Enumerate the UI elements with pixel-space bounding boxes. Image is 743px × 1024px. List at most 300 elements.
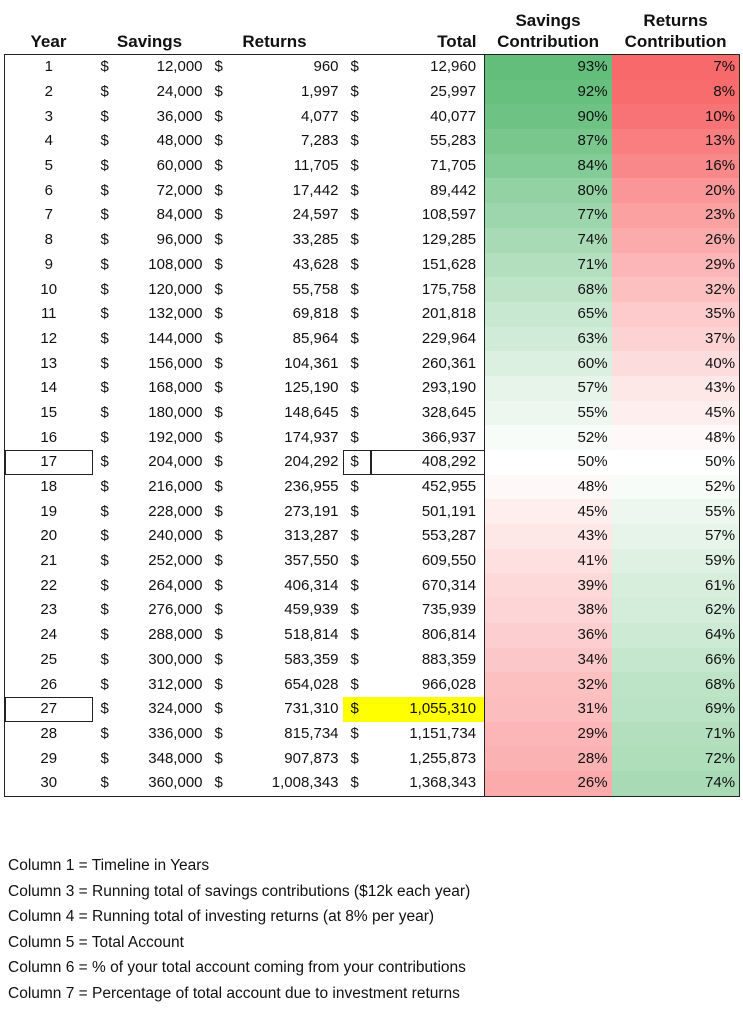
savings-cell[interactable]: 84,000	[156, 206, 203, 224]
table-row	[5, 672, 740, 697]
savings-cell[interactable]: 144,000	[148, 329, 203, 347]
total-currency-symbol[interactable]: $	[350, 83, 359, 101]
savings-contribution-cell[interactable]: 74%	[485, 228, 612, 253]
header-savings-contribution	[485, 0, 612, 55]
table-row	[5, 327, 740, 352]
table-row	[5, 253, 740, 278]
total-currency-symbol[interactable]: $	[350, 601, 359, 619]
total-currency-symbol[interactable]: $	[350, 107, 359, 125]
returns-cell[interactable]: 459,939	[284, 601, 339, 619]
year-cell[interactable]: 28	[5, 722, 93, 747]
savings-cell[interactable]: 216,000	[148, 478, 203, 496]
year-cell[interactable]: 1	[5, 55, 93, 80]
column-note: Column 7 = Percentage of total account due to investment returns	[8, 984, 460, 1002]
returns-cell[interactable]: 7,283	[300, 132, 339, 150]
year-cell[interactable]: 29	[5, 746, 93, 771]
returns-currency-symbol[interactable]: $	[214, 83, 223, 101]
year-cell[interactable]: 21	[5, 549, 93, 574]
total-cell[interactable]: 25,997	[430, 83, 477, 101]
total-cell[interactable]: 966,028	[421, 675, 477, 693]
returns-currency-symbol[interactable]: $	[214, 453, 223, 471]
total-cell[interactable]: 670,314	[421, 576, 477, 594]
total-cell[interactable]: 735,939	[421, 601, 477, 619]
total-currency-symbol[interactable]: $	[350, 749, 359, 767]
returns-contribution-cell[interactable]: 59%	[612, 549, 740, 574]
savings-cell[interactable]: 180,000	[148, 403, 203, 421]
returns-cell[interactable]: 4,077	[300, 107, 339, 125]
returns-cell[interactable]: 313,287	[284, 527, 339, 545]
savings-contribution-cell[interactable]: 84%	[485, 154, 612, 179]
year-cell[interactable]: 16	[5, 425, 93, 450]
total-cell[interactable]: 55,283	[430, 132, 477, 150]
year-cell[interactable]: 12	[5, 327, 93, 352]
savings-cell[interactable]: 132,000	[148, 305, 203, 323]
savings-currency-symbol[interactable]: $	[100, 478, 109, 496]
total-currency-symbol[interactable]: $	[350, 502, 359, 520]
total-currency-symbol[interactable]: $	[350, 650, 359, 668]
returns-currency-symbol[interactable]: $	[214, 354, 223, 372]
year-cell[interactable]: 10	[5, 277, 93, 302]
total-cell[interactable]: 175,758	[421, 280, 477, 298]
total-cell[interactable]: 260,361	[421, 354, 477, 372]
total-cell[interactable]: 229,964	[421, 329, 477, 347]
year-cell[interactable]: 17	[5, 450, 93, 475]
returns-currency-symbol[interactable]: $	[214, 305, 223, 323]
total-currency-symbol[interactable]: $	[343, 697, 371, 722]
savings-cell[interactable]: 96,000	[156, 231, 203, 249]
returns-cell[interactable]: 24,597	[292, 206, 339, 224]
savings-cell[interactable]: 24,000	[156, 83, 203, 101]
savings-cell[interactable]: 168,000	[148, 379, 203, 397]
savings-currency-symbol[interactable]: $	[100, 749, 109, 767]
year-cell[interactable]: 14	[5, 376, 93, 401]
returns-currency-symbol[interactable]: $	[214, 576, 223, 594]
total-currency-symbol[interactable]: $	[350, 181, 359, 199]
returns-contribution-cell[interactable]: 68%	[612, 672, 740, 697]
returns-cell[interactable]: 17,442	[292, 181, 339, 199]
savings-contribution-cell[interactable]: 38%	[485, 598, 612, 623]
total-cell[interactable]: 806,814	[421, 626, 477, 644]
total-cell[interactable]: 129,285	[421, 231, 477, 249]
total-currency-symbol[interactable]: $	[350, 255, 359, 273]
savings-cell[interactable]: 360,000	[148, 774, 203, 792]
returns-currency-symbol[interactable]: $	[214, 132, 223, 150]
savings-cell[interactable]: 108,000	[148, 255, 203, 273]
total-currency-symbol[interactable]: $	[350, 379, 359, 397]
savings-currency-symbol[interactable]: $	[100, 379, 109, 397]
returns-contribution-cell[interactable]: 29%	[612, 253, 740, 278]
returns-currency-symbol[interactable]: $	[214, 428, 223, 446]
total-currency-symbol[interactable]: $	[350, 231, 359, 249]
savings-contribution-cell[interactable]: 60%	[485, 351, 612, 376]
savings-contribution-cell[interactable]: 34%	[485, 648, 612, 673]
returns-cell[interactable]: 406,314	[284, 576, 339, 594]
savings-currency-symbol[interactable]: $	[100, 601, 109, 619]
column-note: Column 1 = Timeline in Years	[8, 857, 210, 874]
table-row	[5, 277, 740, 302]
column-note: Column 6 = % of your total account coming from your contributions	[8, 959, 466, 977]
returns-currency-symbol[interactable]: $	[214, 774, 223, 792]
total-cell[interactable]: 501,191	[421, 502, 477, 520]
year-cell[interactable]: 22	[5, 573, 93, 598]
table-row	[5, 228, 740, 253]
total-currency-symbol[interactable]: $	[343, 450, 371, 475]
savings-currency-symbol[interactable]: $	[100, 157, 109, 175]
savings-currency-symbol[interactable]: $	[100, 502, 109, 520]
savings-contribution-cell[interactable]: 77%	[485, 203, 612, 228]
returns-currency-symbol[interactable]: $	[214, 107, 223, 125]
header-returns-contribution-line1: Returns	[643, 11, 708, 30]
returns-currency-symbol[interactable]: $	[214, 650, 223, 668]
total-cell[interactable]: 452,955	[421, 478, 477, 496]
year-cell[interactable]: 13	[5, 351, 93, 376]
returns-contribution-cell[interactable]: 71%	[612, 722, 740, 747]
year-cell[interactable]: 7	[5, 203, 93, 228]
year-cell[interactable]: 2	[5, 80, 93, 105]
savings-contribution-cell[interactable]: 65%	[485, 302, 612, 327]
savings-currency-symbol[interactable]: $	[100, 329, 109, 347]
year-cell[interactable]: 6	[5, 178, 93, 203]
returns-cell[interactable]: 518,814	[284, 626, 339, 644]
year-cell[interactable]: 25	[5, 648, 93, 673]
savings-currency-symbol[interactable]: $	[100, 181, 109, 199]
total-currency-symbol[interactable]: $	[350, 576, 359, 594]
returns-currency-symbol[interactable]: $	[214, 329, 223, 347]
savings-currency-symbol[interactable]: $	[100, 724, 109, 742]
returns-contribution-cell[interactable]: 66%	[612, 648, 740, 673]
savings-contribution-cell[interactable]: 52%	[485, 425, 612, 450]
returns-currency-symbol[interactable]: $	[214, 675, 223, 693]
savings-contribution-cell[interactable]: 29%	[485, 722, 612, 747]
total-currency-symbol[interactable]: $	[350, 206, 359, 224]
savings-contribution-cell[interactable]: 92%	[485, 80, 612, 105]
total-cell[interactable]: 1,055,310	[371, 697, 485, 722]
savings-contribution-cell[interactable]: 32%	[485, 672, 612, 697]
savings-contribution-cell[interactable]: 63%	[485, 327, 612, 352]
header-returns: Returns	[242, 32, 307, 51]
total-cell[interactable]: 151,628	[421, 255, 477, 273]
returns-contribution-cell[interactable]: 72%	[612, 746, 740, 771]
total-cell[interactable]: 1,368,343	[409, 774, 477, 792]
table-row	[5, 80, 740, 105]
savings-currency-symbol[interactable]: $	[100, 774, 109, 792]
returns-contribution-cell[interactable]: 57%	[612, 524, 740, 549]
returns-currency-symbol[interactable]: $	[214, 206, 223, 224]
savings-contribution-cell[interactable]: 68%	[485, 277, 612, 302]
table-row	[5, 524, 740, 549]
total-currency-symbol[interactable]: $	[350, 354, 359, 372]
returns-currency-symbol[interactable]: $	[214, 255, 223, 273]
total-cell[interactable]: 108,597	[421, 206, 477, 224]
savings-cell[interactable]: 120,000	[148, 280, 203, 298]
total-currency-symbol[interactable]: $	[350, 552, 359, 570]
savings-currency-symbol[interactable]: $	[100, 527, 109, 545]
table-row	[5, 351, 740, 376]
year-cell[interactable]: 30	[5, 771, 93, 796]
savings-currency-symbol[interactable]: $	[100, 453, 109, 471]
table-row	[5, 598, 740, 623]
returns-cell[interactable]: 11,705	[293, 157, 339, 175]
returns-contribution-cell[interactable]: 43%	[612, 376, 740, 401]
returns-currency-symbol[interactable]: $	[214, 502, 223, 520]
column-note: Column 4 = Running total of investing returns (at 8% per year)	[8, 908, 435, 926]
returns-currency-symbol[interactable]: $	[214, 157, 223, 175]
savings-currency-symbol[interactable]: $	[100, 428, 109, 446]
total-currency-symbol[interactable]: $	[350, 157, 359, 175]
year-cell[interactable]: 18	[5, 475, 93, 500]
savings-cell[interactable]: 12,000	[121, 55, 207, 80]
total-cell[interactable]: 366,937	[421, 428, 477, 446]
returns-cell[interactable]: 273,191	[284, 502, 339, 520]
total-cell[interactable]: 293,190	[421, 379, 477, 397]
returns-cell[interactable]: 654,028	[284, 675, 339, 693]
year-cell[interactable]: 9	[5, 253, 93, 278]
year-cell[interactable]: 27	[5, 697, 93, 722]
year-cell[interactable]: 3	[5, 104, 93, 129]
savings-contribution-cell[interactable]: 36%	[485, 623, 612, 648]
year-cell[interactable]: 8	[5, 228, 93, 253]
savings-currency-symbol[interactable]: $	[100, 107, 109, 125]
savings-contribution-cell[interactable]: 28%	[485, 746, 612, 771]
savings-contribution-cell[interactable]: 31%	[485, 697, 612, 722]
savings-currency-symbol[interactable]: $	[100, 403, 109, 421]
savings-cell[interactable]: 300,000	[148, 650, 203, 668]
returns-currency-symbol[interactable]: $	[214, 724, 223, 742]
returns-contribution-cell[interactable]: 50%	[612, 450, 740, 475]
returns-cell[interactable]: 33,285	[292, 231, 339, 249]
savings-cell[interactable]: 276,000	[148, 601, 203, 619]
total-cell[interactable]: 201,818	[421, 305, 477, 323]
savings-cell[interactable]: 156,000	[148, 354, 203, 372]
returns-currency-symbol[interactable]: $	[214, 527, 223, 545]
savings-contribution-cell[interactable]: 50%	[485, 450, 612, 475]
returns-currency-symbol[interactable]: $	[214, 626, 223, 644]
total-cell[interactable]: 553,287	[421, 527, 477, 545]
savings-currency-symbol[interactable]: $	[100, 132, 109, 150]
returns-currency-symbol[interactable]: $	[214, 379, 223, 397]
year-cell[interactable]: 24	[5, 623, 93, 648]
savings-contribution-cell[interactable]: 48%	[485, 475, 612, 500]
total-cell[interactable]: 12,960	[371, 55, 485, 80]
returns-contribution-cell[interactable]: 26%	[612, 228, 740, 253]
returns-contribution-cell[interactable]: 8%	[612, 80, 740, 105]
returns-cell[interactable]: 174,937	[284, 428, 339, 446]
returns-contribution-cell[interactable]: 32%	[612, 277, 740, 302]
table-row	[5, 722, 740, 747]
savings-currency-symbol[interactable]: $	[100, 206, 109, 224]
total-currency-symbol[interactable]: $	[350, 428, 359, 446]
returns-contribution-cell[interactable]: 23%	[612, 203, 740, 228]
returns-contribution-cell[interactable]: 55%	[612, 499, 740, 524]
savings-currency-symbol[interactable]: $	[100, 255, 109, 273]
returns-cell[interactable]: 1,008,343	[271, 774, 339, 792]
savings-currency-symbol[interactable]: $	[100, 354, 109, 372]
returns-cell[interactable]: 960	[235, 55, 343, 80]
total-currency-symbol[interactable]: $	[350, 527, 359, 545]
savings-currency-symbol[interactable]: $	[100, 305, 109, 323]
returns-cell[interactable]: 236,955	[284, 478, 339, 496]
table-row	[5, 376, 740, 401]
savings-cell[interactable]: 204,000	[148, 453, 203, 471]
savings-contribution-cell[interactable]: 80%	[485, 178, 612, 203]
returns-currency-symbol[interactable]: $	[214, 478, 223, 496]
header-returns-contribution	[612, 0, 740, 55]
savings-cell[interactable]: 252,000	[148, 552, 203, 570]
savings-cell[interactable]: 336,000	[148, 724, 203, 742]
header-returns-contribution-line2: Contribution	[624, 32, 727, 51]
year-cell[interactable]: 23	[5, 598, 93, 623]
year-cell[interactable]: 15	[5, 401, 93, 426]
total-cell[interactable]: 89,442	[430, 181, 477, 199]
returns-contribution-cell[interactable]: 7%	[612, 55, 740, 80]
savings-cell[interactable]: 348,000	[148, 749, 203, 767]
returns-cell[interactable]: 148,645	[284, 403, 339, 421]
returns-contribution-cell[interactable]: 40%	[612, 351, 740, 376]
savings-currency-symbol[interactable]: $	[100, 552, 109, 570]
total-currency-symbol[interactable]: $	[350, 329, 359, 347]
savings-cell[interactable]: 312,000	[148, 675, 203, 693]
total-cell[interactable]: 1,255,873	[409, 749, 477, 767]
returns-cell[interactable]: 104,361	[284, 354, 339, 372]
table-row	[5, 475, 740, 500]
total-currency-symbol[interactable]: $	[343, 55, 371, 80]
savings-contribution-cell[interactable]: 26%	[485, 771, 612, 796]
returns-currency-symbol[interactable]: $	[214, 700, 223, 718]
returns-currency-symbol[interactable]: $	[214, 749, 223, 767]
savings-cell[interactable]: 324,000	[148, 700, 203, 718]
table-row	[5, 401, 740, 426]
total-cell[interactable]: 71,705	[430, 157, 477, 175]
returns-currency-symbol[interactable]: $	[214, 181, 223, 199]
returns-cell[interactable]: 69,818	[292, 305, 339, 323]
returns-currency-symbol[interactable]: $	[214, 403, 223, 421]
savings-currency-symbol[interactable]: $	[100, 700, 109, 718]
savings-cell[interactable]: 240,000	[148, 527, 203, 545]
total-cell[interactable]: 1,151,734	[409, 724, 477, 742]
savings-currency-symbol[interactable]: $	[100, 576, 109, 594]
returns-contribution-cell[interactable]: 52%	[612, 475, 740, 500]
returns-contribution-cell[interactable]: 48%	[612, 425, 740, 450]
total-currency-symbol[interactable]: $	[350, 626, 359, 644]
table-row	[5, 55, 740, 80]
returns-cell[interactable]: 583,359	[284, 650, 339, 668]
savings-contribution-cell[interactable]: 41%	[485, 549, 612, 574]
year-cell[interactable]: 4	[5, 129, 93, 154]
returns-contribution-cell[interactable]: 20%	[612, 178, 740, 203]
returns-contribution-cell[interactable]: 64%	[612, 623, 740, 648]
returns-cell[interactable]: 907,873	[284, 749, 339, 767]
total-currency-symbol[interactable]: $	[350, 280, 359, 298]
header-savings: Savings	[116, 32, 183, 51]
returns-contribution-cell[interactable]: 37%	[612, 327, 740, 352]
savings-returns-table	[4, 0, 740, 797]
year-cell[interactable]: 5	[5, 154, 93, 179]
returns-contribution-cell[interactable]: 16%	[612, 154, 740, 179]
returns-currency-symbol[interactable]: $	[214, 280, 223, 298]
savings-contribution-cell[interactable]: 71%	[485, 253, 612, 278]
total-cell[interactable]: 609,550	[421, 552, 477, 570]
savings-contribution-cell[interactable]: 55%	[485, 401, 612, 426]
total-cell[interactable]: 328,645	[421, 403, 477, 421]
savings-cell[interactable]: 60,000	[156, 157, 203, 175]
returns-currency-symbol[interactable]: $	[214, 601, 223, 619]
returns-contribution-cell[interactable]: 35%	[612, 302, 740, 327]
returns-cell[interactable]: 85,964	[292, 329, 339, 347]
returns-cell[interactable]: 357,550	[284, 552, 339, 570]
returns-currency-symbol[interactable]: $	[214, 552, 223, 570]
savings-currency-symbol[interactable]: $	[100, 231, 109, 249]
returns-contribution-cell[interactable]: 74%	[612, 771, 740, 796]
savings-contribution-cell[interactable]: 87%	[485, 129, 612, 154]
returns-contribution-cell[interactable]: 45%	[612, 401, 740, 426]
savings-cell[interactable]: 48,000	[156, 132, 203, 150]
savings-contribution-cell[interactable]: 93%	[485, 55, 612, 80]
savings-contribution-cell[interactable]: 43%	[485, 524, 612, 549]
savings-currency-symbol[interactable]: $	[93, 55, 121, 80]
savings-cell[interactable]: 72,000	[156, 181, 203, 199]
savings-contribution-cell[interactable]: 39%	[485, 573, 612, 598]
returns-cell[interactable]: 204,292	[284, 453, 339, 471]
header-savings-contribution-line1: Savings	[515, 11, 581, 30]
returns-contribution-cell[interactable]: 69%	[612, 697, 740, 722]
total-cell[interactable]: 883,359	[421, 650, 477, 668]
returns-cell[interactable]: 815,734	[284, 724, 339, 742]
returns-currency-symbol[interactable]: $	[214, 231, 223, 249]
savings-cell[interactable]: 192,000	[148, 428, 203, 446]
year-cell[interactable]: 11	[5, 302, 93, 327]
total-currency-symbol[interactable]: $	[350, 774, 359, 792]
column-note: Column 3 = Running total of savings contributions ($12k each year)	[8, 882, 471, 900]
savings-currency-symbol[interactable]: $	[100, 675, 109, 693]
returns-contribution-cell[interactable]: 13%	[612, 129, 740, 154]
total-currency-symbol[interactable]: $	[350, 675, 359, 693]
returns-contribution-cell[interactable]: 10%	[612, 104, 740, 129]
returns-cell[interactable]: 1,997	[300, 83, 339, 101]
total-currency-symbol[interactable]: $	[350, 478, 359, 496]
savings-currency-symbol[interactable]: $	[100, 280, 109, 298]
savings-currency-symbol[interactable]: $	[100, 626, 109, 644]
returns-contribution-cell[interactable]: 62%	[612, 598, 740, 623]
year-cell[interactable]: 19	[5, 499, 93, 524]
total-currency-symbol[interactable]: $	[350, 132, 359, 150]
year-cell[interactable]: 20	[5, 524, 93, 549]
total-currency-symbol[interactable]: $	[350, 403, 359, 421]
total-currency-symbol[interactable]: $	[350, 305, 359, 323]
returns-cell[interactable]: 125,190	[284, 379, 339, 397]
returns-cell[interactable]: 55,758	[292, 280, 339, 298]
savings-cell[interactable]: 264,000	[148, 576, 203, 594]
savings-cell[interactable]: 228,000	[148, 502, 203, 520]
savings-cell[interactable]: 36,000	[156, 107, 203, 125]
savings-currency-symbol[interactable]: $	[100, 83, 109, 101]
total-cell[interactable]: 408,292	[371, 450, 485, 475]
total-currency-symbol[interactable]: $	[350, 724, 359, 742]
savings-cell[interactable]: 288,000	[148, 626, 203, 644]
savings-contribution-cell[interactable]: 57%	[485, 376, 612, 401]
returns-cell[interactable]: 43,628	[292, 255, 339, 273]
table-row	[5, 573, 740, 598]
savings-contribution-cell[interactable]: 90%	[485, 104, 612, 129]
year-cell[interactable]: 26	[5, 672, 93, 697]
returns-currency-symbol[interactable]: $	[207, 55, 235, 80]
table-row	[5, 129, 740, 154]
table-row	[5, 178, 740, 203]
savings-contribution-cell[interactable]: 45%	[485, 499, 612, 524]
returns-cell[interactable]: 731,310	[284, 700, 339, 718]
total-cell[interactable]: 40,077	[430, 107, 477, 125]
savings-currency-symbol[interactable]: $	[100, 650, 109, 668]
returns-contribution-cell[interactable]: 61%	[612, 573, 740, 598]
